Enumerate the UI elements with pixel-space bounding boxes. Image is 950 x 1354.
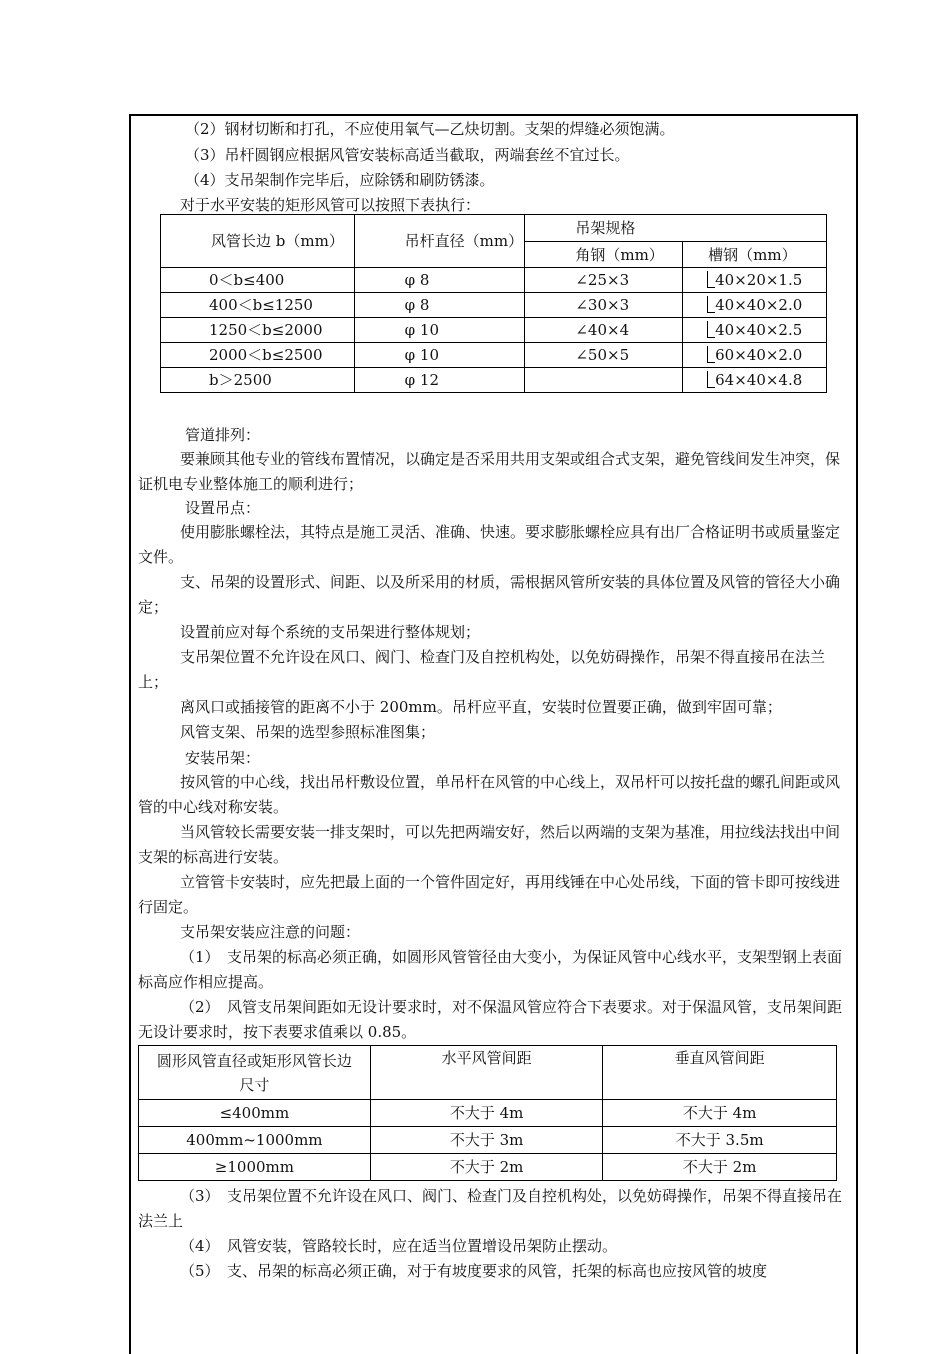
support-spacing-table — [138, 1045, 837, 1181]
channel-value: 64×40×4.8 — [715, 371, 803, 389]
cell-edge: 400＜b≤1250 — [161, 293, 355, 318]
para-pipe-arrangement: 要兼顾其他专业的管线布置情况，以确定是否采用共用支架或组合式支架，避免管线间发生冲突，保证机电专业整体施工的顺利进行； — [138, 450, 841, 493]
para-expansion-bolt: 使用膨胀螺栓法，其特点是施工灵活、准确、快速。要求膨胀螺栓应具有出厂合格证明书或质量鉴定文件。 — [138, 523, 841, 566]
cell-horizontal: 不大于 2m — [370, 1154, 603, 1181]
table-row — [161, 293, 827, 318]
cell-edge: b＞2500 — [161, 368, 355, 393]
para-distance: 离风口或插接管的距离不小于 200mm。吊杆应平直，安装时位置要正确，做到牢固可靠； — [180, 698, 782, 716]
channel-steel-icon — [707, 346, 715, 363]
cell-angle: ∠40×4 — [525, 318, 683, 343]
table1-intro: 对于水平安装的矩形风管可以按照下表执行： — [180, 196, 481, 214]
intro-item-2: （2）钢材切断和打孔，不应使用氧气—乙炔切割。支架的焊缝必须饱满。 — [185, 120, 675, 138]
cell-vertical: 不大于 3.5m — [603, 1127, 837, 1154]
table-row — [139, 1154, 837, 1181]
note-2: （2） 风管支吊架间距如无设计要求时，对不保温风管应符合下表要求。对于保温风管，支吊架间距无设计要求时，按下表要求值乘以 0.85。 — [138, 998, 843, 1041]
para-overall-plan: 设置前应对每个系统的支吊架进行整体规划； — [180, 623, 481, 641]
header-duct-edge: 风管长边 b（mm） — [161, 215, 355, 268]
cell-size: ≥1000mm — [139, 1154, 371, 1181]
table-row — [161, 318, 827, 343]
cell-rod: φ 12 — [354, 368, 525, 393]
cell-angle — [525, 368, 683, 393]
para-long-duct: 当风管较长需要安装一排支架时，可以先把两端安好，然后以两端的支架为基准，用拉线法找出中间支架的标高进行安装。 — [138, 823, 841, 866]
cell-channel — [683, 268, 827, 293]
header-channel-steel: 槽钢（mm） — [683, 242, 827, 268]
hanger-spec-table — [160, 214, 827, 393]
para-attention: 支吊架安装应注意的问题： — [180, 923, 361, 941]
cell-size: ≤400mm — [139, 1100, 371, 1127]
cell-channel — [683, 318, 827, 343]
note-3: （3） 支吊架位置不允许设在风口、阀门、检查门及自控机构处，以免妨碍操作，吊架不得直接吊在法兰上 — [138, 1187, 843, 1230]
cell-edge: 2000＜b≤2500 — [161, 343, 355, 368]
para-support-position: 支吊架位置不允许设在风口、阀门、检查门及自控机构处，以免妨碍操作，吊架不得直接吊在法兰上； — [138, 648, 826, 691]
table-row — [139, 1127, 837, 1154]
header-angle-steel: 角钢（mm） — [525, 242, 683, 268]
table-row — [139, 1100, 837, 1127]
cell-rod: φ 8 — [354, 268, 525, 293]
intro-item-4: （4）支吊架制作完毕后，应除锈和刷防锈漆。 — [185, 171, 495, 189]
table-row — [161, 343, 827, 368]
cell-channel — [683, 343, 827, 368]
cell-horizontal: 不大于 3m — [370, 1127, 603, 1154]
para-support-form: 支、吊架的设置形式、间距、以及所采用的材质，需根据风管所安装的具体位置及风管的管径大小确定； — [138, 573, 841, 616]
channel-value: 40×40×2.5 — [715, 321, 803, 339]
para-vertical-clamp: 立管管卡安装时，应先把最上面的一个管件固定好，再用线锤在中心处吊线，下面的管卡即可按线进行固定。 — [138, 873, 841, 916]
channel-steel-icon — [707, 271, 715, 288]
cell-edge: 0＜b≤400 — [161, 268, 355, 293]
cell-rod: φ 10 — [354, 343, 525, 368]
table-row — [161, 268, 827, 293]
cell-channel — [683, 368, 827, 393]
header-rod-diameter: 吊杆直径（mm） — [354, 215, 525, 268]
cell-edge: 1250＜b≤2000 — [161, 318, 355, 343]
cell-rod: φ 10 — [354, 318, 525, 343]
cell-angle: ∠25×3 — [525, 268, 683, 293]
cell-vertical: 不大于 2m — [603, 1154, 837, 1181]
header-vertical-spacing: 垂直风管间距 — [603, 1046, 837, 1100]
cell-horizontal: 不大于 4m — [370, 1100, 603, 1127]
channel-steel-icon — [707, 296, 715, 313]
para-selection: 风管支架、吊架的选型参照标准图集； — [180, 723, 436, 741]
note-1: （1） 支吊架的标高必须正确，如圆形风管管径由大变小，为保证风管中心线水平，支架型钢上表面标高应作相应提高。 — [138, 948, 843, 991]
section-pipe-arrangement: 管道排列： — [185, 426, 261, 444]
channel-steel-icon — [707, 321, 715, 338]
cell-angle: ∠50×5 — [525, 343, 683, 368]
note-5: （5） 支、吊架的标高必须正确，对于有坡度要求的风管，托架的标高也应按风管的坡度 — [180, 1262, 768, 1280]
table-row — [161, 368, 827, 393]
section-hanging-points: 设置吊点： — [185, 499, 261, 517]
section-install-hanger: 安装吊架： — [185, 749, 261, 767]
channel-value: 60×40×2.0 — [715, 346, 803, 364]
header-duct-size: 圆形风管直径或矩形风管长边尺寸 — [139, 1046, 371, 1100]
cell-vertical: 不大于 4m — [603, 1100, 837, 1127]
intro-item-3: （3）吊杆圆钢应根据风管安装标高适当截取，两端套丝不宜过长。 — [185, 146, 630, 164]
note-4: （4） 风管安装，管路较长时，应在适当位置增设吊架防止摆动。 — [180, 1237, 618, 1255]
para-center-line: 按风管的中心线，找出吊杆敷设位置，单吊杆在风管的中心线上，双吊杆可以按托盘的螺孔间距或风管的中心线对称安装。 — [138, 773, 841, 816]
header-horizontal-spacing: 水平风管间距 — [370, 1046, 603, 1100]
cell-size: 400mm~1000mm — [139, 1127, 371, 1154]
cell-channel — [683, 293, 827, 318]
channel-steel-icon — [707, 371, 715, 388]
channel-value: 40×40×2.0 — [715, 296, 803, 314]
cell-angle: ∠30×3 — [525, 293, 683, 318]
channel-value: 40×20×1.5 — [715, 271, 803, 289]
header-hanger-spec: 吊架规格 — [525, 215, 827, 242]
cell-rod: φ 8 — [354, 293, 525, 318]
